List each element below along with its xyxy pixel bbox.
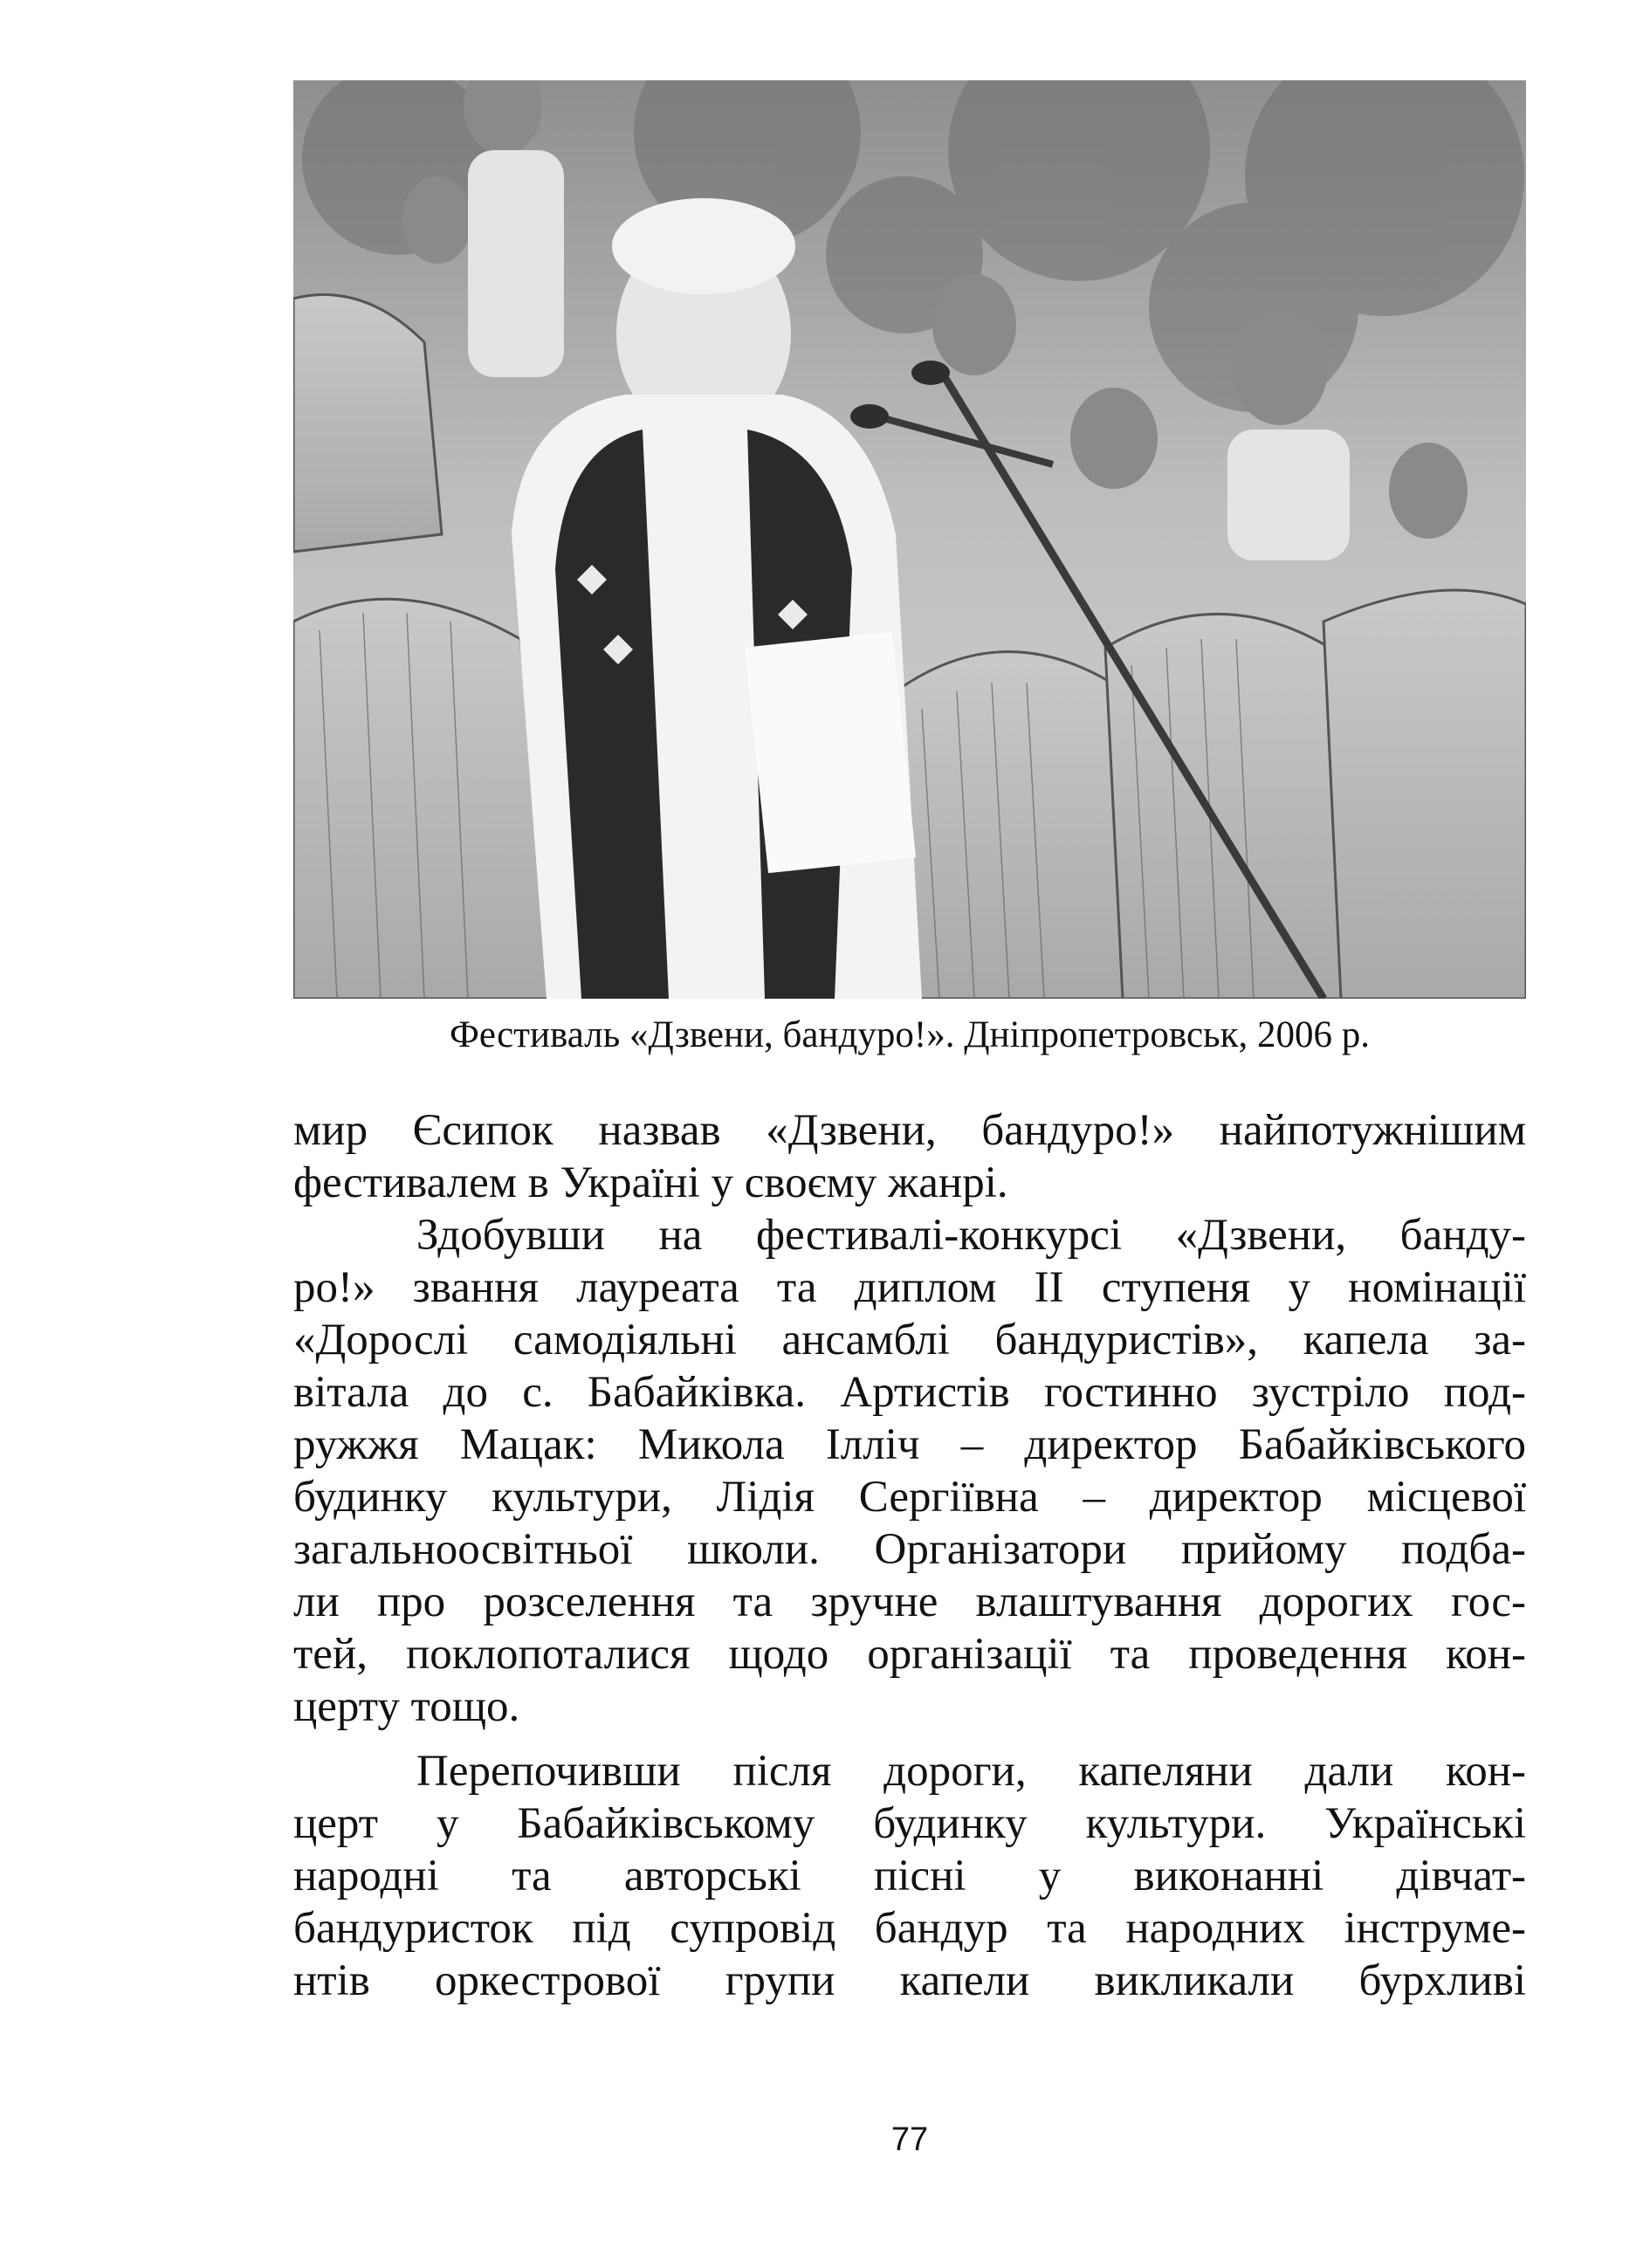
paragraph [293, 1745, 1526, 2007]
text-line: фестивалем в Україні у своєму жанрі. [293, 1158, 1008, 1207]
text-line: ро!» звання лауреата та диплом II ступеня у номінації [293, 1263, 1526, 1312]
text-line: ли про розселення та зручне влаштування дорогих гос- [293, 1577, 1526, 1626]
text-line: мир Єсипок назвав «Дзвени, бандуро!» найпотужнішим [293, 1106, 1526, 1155]
text-line: Перепочивши після дороги, капеляни дали кон- [416, 1747, 1526, 1796]
paragraph [293, 1209, 1526, 1733]
text-line: вітала до с. Бабайківка. Артистів гостинно зустріло под- [293, 1368, 1526, 1417]
text-line: Здобувши на фестивалі-конкурсі «Дзвени, банду- [416, 1211, 1526, 1260]
text-line: «Дорослі самодіяльні ансамблі бандуристів», капела за- [293, 1316, 1526, 1364]
photo-caption: Фестиваль «Дзвени, бандуро!». Дніпропетровськ, 2006 р. [449, 1014, 1371, 1055]
page-number: 77 [890, 2121, 929, 2158]
text-line: тей, поклопоталися щодо організації та проведення кон- [293, 1630, 1526, 1679]
text-line: церт у Бабайківському будинку культури. Українські [293, 1799, 1526, 1848]
text-line: церту тощо. [293, 1682, 520, 1731]
text-line: загальноосвітньої школи. Організатори прийому подба- [293, 1525, 1526, 1574]
text-line: нтів оркестрової групи капели викликали бурхливі [293, 1956, 1526, 2005]
festival-photo [293, 80, 1526, 999]
text-line: народні та авторські пісні у виконанні дівчат- [293, 1852, 1526, 1900]
paragraph [293, 1104, 1526, 1209]
text-line: будинку культури, Лідія Сергіївна – директор місцевої [293, 1473, 1526, 1522]
text-line: бандуристок під супровід бандур та народних інструме- [293, 1904, 1526, 1953]
body-text [293, 1104, 1526, 2007]
text-line: ружжя Мацак: Микола Ілліч – директор Бабайківського [293, 1420, 1526, 1469]
